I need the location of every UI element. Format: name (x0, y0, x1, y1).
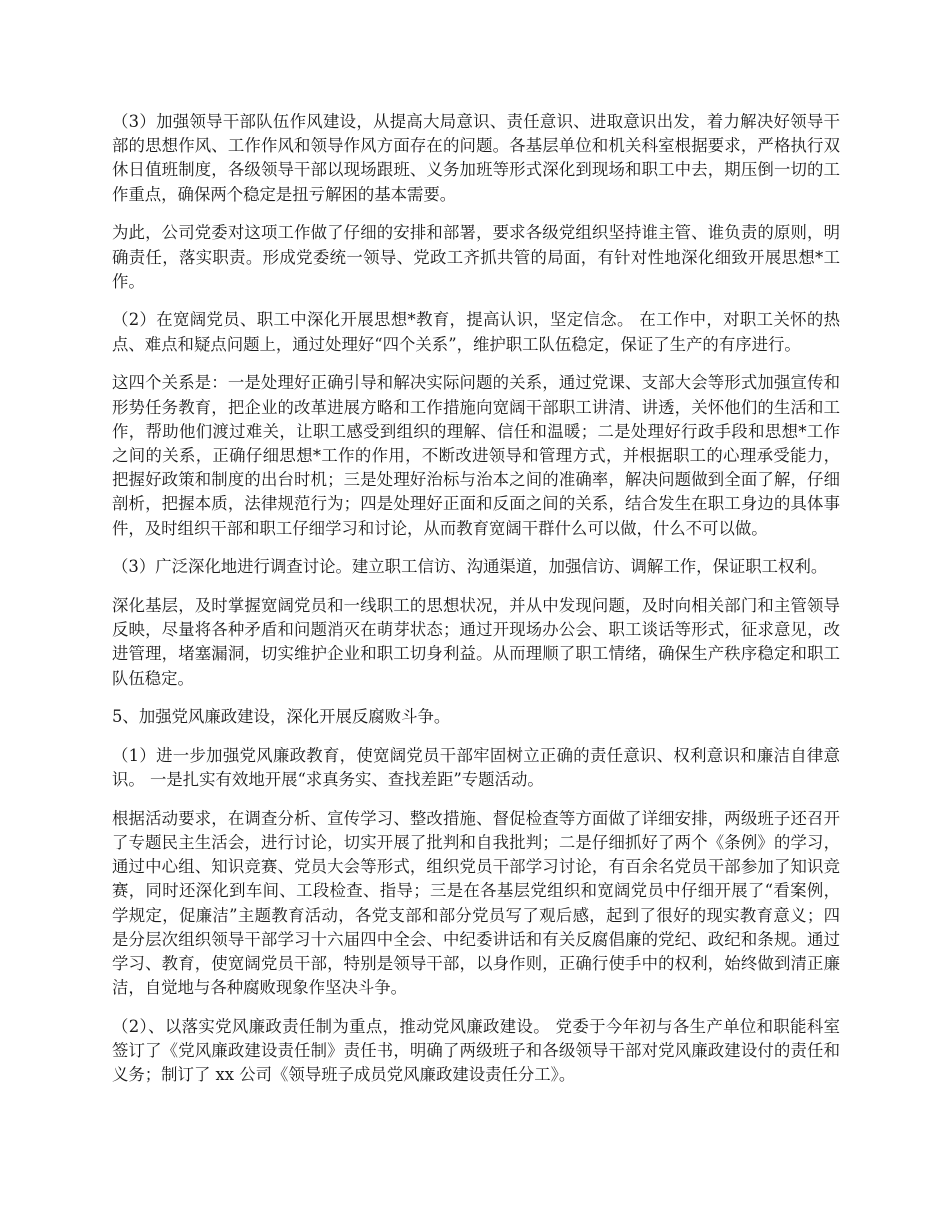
paragraph-2: 为此，公司党委对这项工作做了仔细的安排和部署，要求各级党组织坚持谁主管、谁负责的原则，明确责任，落实职责。形成党委统一领导、党政工齐抓共管的局面，有针对性地深化细致开展思想*工作。 (112, 223, 840, 291)
paragraph-9: 根据活动要求，在调查分析、宣传学习、整改措施、督促检查等方面做了详细安排，两级班子还召开了专题民主生活会，进行讨论，切实开展了批判和自我批判；二是仔细抓好了两个《条例》的学习，通过中心组、知识竞赛、党员大会等形式，组织党员干部学习讨论，有百余名党员干部参加了知识竞赛，同时还深化到车间、工段检查、指导；三是在各基层党组织和宽阔党员中仔细开展了“看案例，学规定，促廉洁”主题教育活动，各党支部和部分党员写了观后感，起到了很好的现实教育意义；四是分层次组织领导干部学习十六届四中全会、中纪委讲话和有关反腐倡廉的党纪、政纪和条规。通过学习、教育，使宽阔党员干部，特别是领导干部，以身作则，正确行使手中的权利，始终做到清正廉洁，自觉地与各种腐败现象作坚决斗争。 (112, 808, 840, 998)
paragraph-4: 这四个关系是：一是处理好正确引导和解决实际问题的关系，通过党课、支部大会等形式加强宣传和形势任务教育，把企业的改革进展方略和工作措施向宽阔干部职工讲清、讲透，关怀他们的生活和工作，帮助他们渡过难关，让职工感受到组织的理解、信任和温暖；二是处理好行政手段和思想*工作之间的关系，正确仔细思想*工作的作用，不断改进领导和管理方式，并根据职工的心理承受能力，把握好政策和制度的出台时机；三是处理好治标与治本之间的准确率，解决问题做到全面了解，仔细剖析，把握本质，法律规范行为；四是处理好正面和反面之间的关系，结合发生在职工身边的具体事件，及时组织干部和职工仔细学习和讨论，从而教育宽阔干群什么可以做，什么不可以做。 (112, 373, 840, 538)
paragraph-5: （3）广泛深化地进行调查讨论。建立职工信访、沟通渠道，加强信访、调解工作，保证职工权利。 (112, 557, 828, 577)
paragraph-8: （1）进一步加强党风廉政教育，使宽阔党员干部牢固树立正确的责任意识、权利意识和廉洁自律意识。 一是扎实有效地开展“求真务实、查找差距”专题活动。 (112, 745, 840, 790)
paragraph-3: （2）在宽阔党员、职工中深化开展思想*教育，提高认识，坚定信念。 在工作中，对职工关怀的热点、难点和疑点问题上，通过处理好“四个关系”，维护职工队伍稳定，保证了生产的有序进行。 (112, 310, 840, 354)
paragraph-10: （2）、以落实党风廉政责任制为重点，推动党风廉政建设。 党委于今年初与各生产单位和职能科室签订了《党风廉政建设责任制》责任书，明确了两级班子和各级领导干部对党风廉政建设付的责任和义务；制订了 xx 公司《领导班子成员党风廉政建设责任分工》。 (112, 1017, 840, 1085)
paragraph-6: 深化基层，及时掌握宽阔党员和一线职工的思想状况，并从中发现问题，及时向相关部门和主管领导反映，尽量将各种矛盾和问题消灭在萌芽状态；通过开现场办公会、职工谈话等形式，征求意见，改进管理，堵塞漏洞，切实维护企业和职工切身利益。从而理顺了职工情绪，确保生产秩序稳定和职工队伍稳定。 (112, 595, 840, 688)
section-heading-5: 5、加强党风廉政建设，深化开展反腐败斗争。 (112, 707, 451, 727)
document-body (112, 110, 840, 1102)
paragraph-1: （3）加强领导干部队伍作风建设，从提高大局意识、责任意识、进取意识出发，着力解决好领导干部的思想作风、工作作风和领导作风方面存在的问题。各基层单位和机关科室根据要求，严格执行双休日值班制度，各级领导干部以现场跟班、义务加班等形式深化到现场和职工中去，期压倒一切的工作重点，确保两个稳定是扭亏解困的基本需要。 (112, 112, 840, 204)
